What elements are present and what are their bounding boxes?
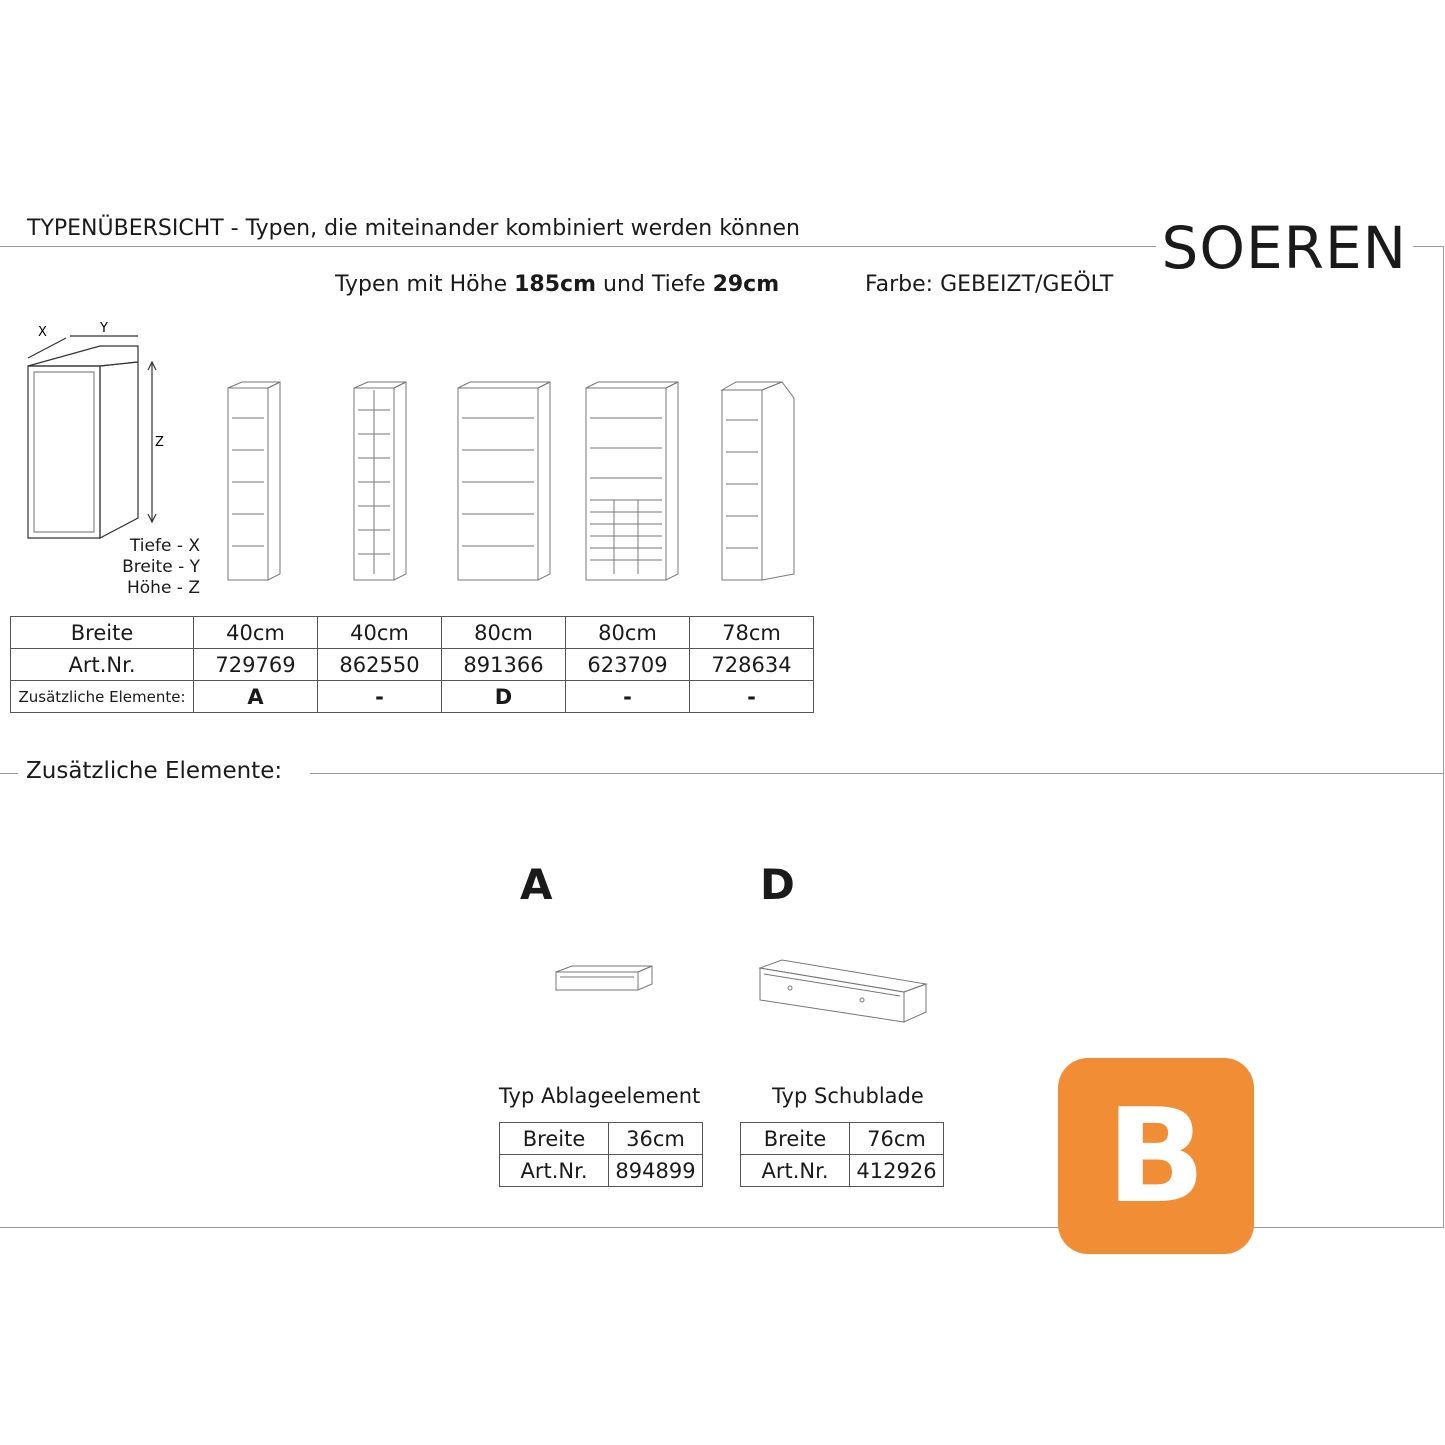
element-a-caption: Typ Ablageelement <box>499 1084 701 1108</box>
dimension-diagram <box>20 318 200 546</box>
table-cell: - <box>690 681 814 713</box>
element-d-table <box>740 1122 944 1187</box>
types-depth: 29cm <box>712 272 780 297</box>
row-label-additional: Zusätzliche Elemente: <box>11 681 194 713</box>
row-label-artnr: Art.Nr. <box>11 649 194 681</box>
dim-x-label: X <box>38 325 47 340</box>
dimension-legend <box>100 536 200 599</box>
depth-prefix: und Tiefe <box>603 272 706 297</box>
table-cell: Art.Nr. <box>500 1155 609 1187</box>
legend-depth: Tiefe - X <box>129 536 200 556</box>
table-cell: D <box>442 681 566 713</box>
section-divider-left <box>0 773 18 774</box>
shelf-drawing-891366 <box>454 378 554 586</box>
table-row <box>741 1155 944 1187</box>
table-cell: 623709 <box>566 649 690 681</box>
table-row <box>11 681 814 713</box>
table-cell: Breite <box>741 1123 850 1155</box>
table-cell: 894899 <box>609 1155 703 1187</box>
table-cell: 76cm <box>850 1123 944 1155</box>
row-label-width: Breite <box>11 617 194 649</box>
types-dimensions <box>335 272 779 297</box>
element-a-letter: A <box>520 860 553 909</box>
dim-y-label: Y <box>100 321 108 336</box>
types-prefix: Typen mit Höhe <box>335 272 508 297</box>
table-cell: 80cm <box>566 617 690 649</box>
table-cell: 40cm <box>194 617 318 649</box>
table-cell: Art.Nr. <box>741 1155 850 1187</box>
section-label: Zusätzliche Elemente: <box>22 758 286 784</box>
table-cell: 412926 <box>850 1155 944 1187</box>
table-cell: - <box>566 681 690 713</box>
shelf-drawing-729769 <box>222 378 284 586</box>
element-d-letter: D <box>760 860 795 909</box>
table-cell: 891366 <box>442 649 566 681</box>
table-cell: 40cm <box>318 617 442 649</box>
element-a-drawing <box>552 962 658 994</box>
brand-name: SOEREN <box>1156 212 1413 284</box>
element-a-table <box>499 1122 703 1187</box>
page-title: TYPENÜBERSICHT - Typen, die miteinander kombiniert werden können <box>27 216 800 241</box>
legend-height: Höhe - Z <box>126 578 200 598</box>
shelf-drawing-728634 <box>716 378 800 586</box>
table-cell: 728634 <box>690 649 814 681</box>
table-cell: 729769 <box>194 649 318 681</box>
table-cell: - <box>318 681 442 713</box>
shelf-drawing-623709 <box>582 376 682 588</box>
legend-width: Breite - Y <box>122 557 200 577</box>
table-row <box>11 649 814 681</box>
element-d-caption: Typ Schublade <box>772 1084 924 1108</box>
category-badge: B <box>1058 1058 1254 1254</box>
shelf-drawing-862550 <box>348 378 410 586</box>
table-cell: 78cm <box>690 617 814 649</box>
types-height: 185cm <box>514 272 597 297</box>
table-row <box>500 1123 703 1155</box>
table-cell: A <box>194 681 318 713</box>
table-row <box>741 1123 944 1155</box>
section-divider-right <box>310 773 1444 774</box>
table-row <box>500 1155 703 1187</box>
table-cell: Breite <box>500 1123 609 1155</box>
color-label: Farbe: GEBEIZT/GEÖLT <box>865 272 1114 297</box>
type-table <box>10 616 814 713</box>
table-cell: 862550 <box>318 649 442 681</box>
table-row <box>11 617 814 649</box>
dim-z-label: Z <box>155 435 164 450</box>
table-cell: 80cm <box>442 617 566 649</box>
element-d-drawing <box>756 956 930 1026</box>
table-cell: 36cm <box>609 1123 703 1155</box>
